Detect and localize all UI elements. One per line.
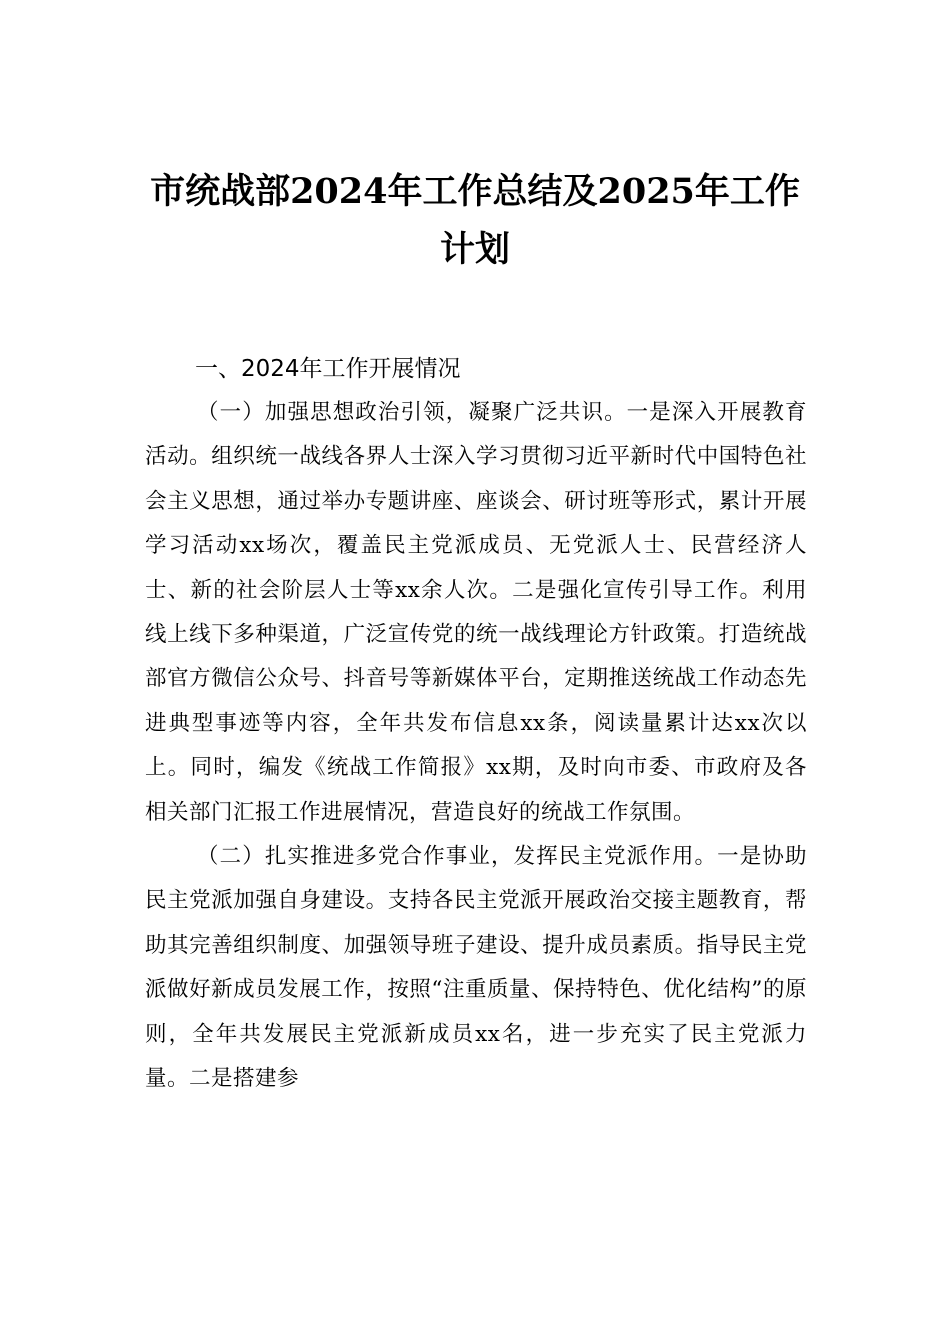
- paragraph-1: （一）加强思想政治引领，凝聚广泛共识。一是深入开展教育活动。组织统一战线各界人士深入学习贯彻习近平新时代中国特色社会主义思想，通过举办专题讲座、座谈会、研讨班等形式，累计开展学习活动xx场次，覆盖民主党派成员、无党派人士、民营经济人士、新的社会阶层人士等xx余人次。二是强化宣传引导工作。利用线上线下多种渠道，广泛宣传党的统一战线理论方针政策。打造统战部官方微信公众号、抖音号等新媒体平台，定期推送统战工作动态先进典型事迹等内容，全年共发布信息xx条，阅读量累计达xx次以上。同时，编发《统战工作简报》xx期，及时向市委、市政府及各相关部门汇报工作进展情况，营造良好的统战工作氛围。: [145, 400, 807, 825]
- document-body: [145, 347, 807, 1102]
- section-heading: 一、2024年工作开展情况: [195, 356, 461, 382]
- document-title: 市统战部2024年工作总结及2025年工作计划: [150, 171, 800, 270]
- paragraph-2: （二）扎实推进多党合作事业，发挥民主党派作用。一是协助民主党派加强自身建设。支持各民主党派开展政治交接主题教育，帮助其完善组织制度、加强领导班子建设、提升成员素质。指导民主党派做好新成员发展工作，按照“注重质量、保持特色、优化结构”的原则，全年共发展民主党派新成员xx名，进一步充实了民主党派力量。二是搭建参: [145, 844, 807, 1092]
